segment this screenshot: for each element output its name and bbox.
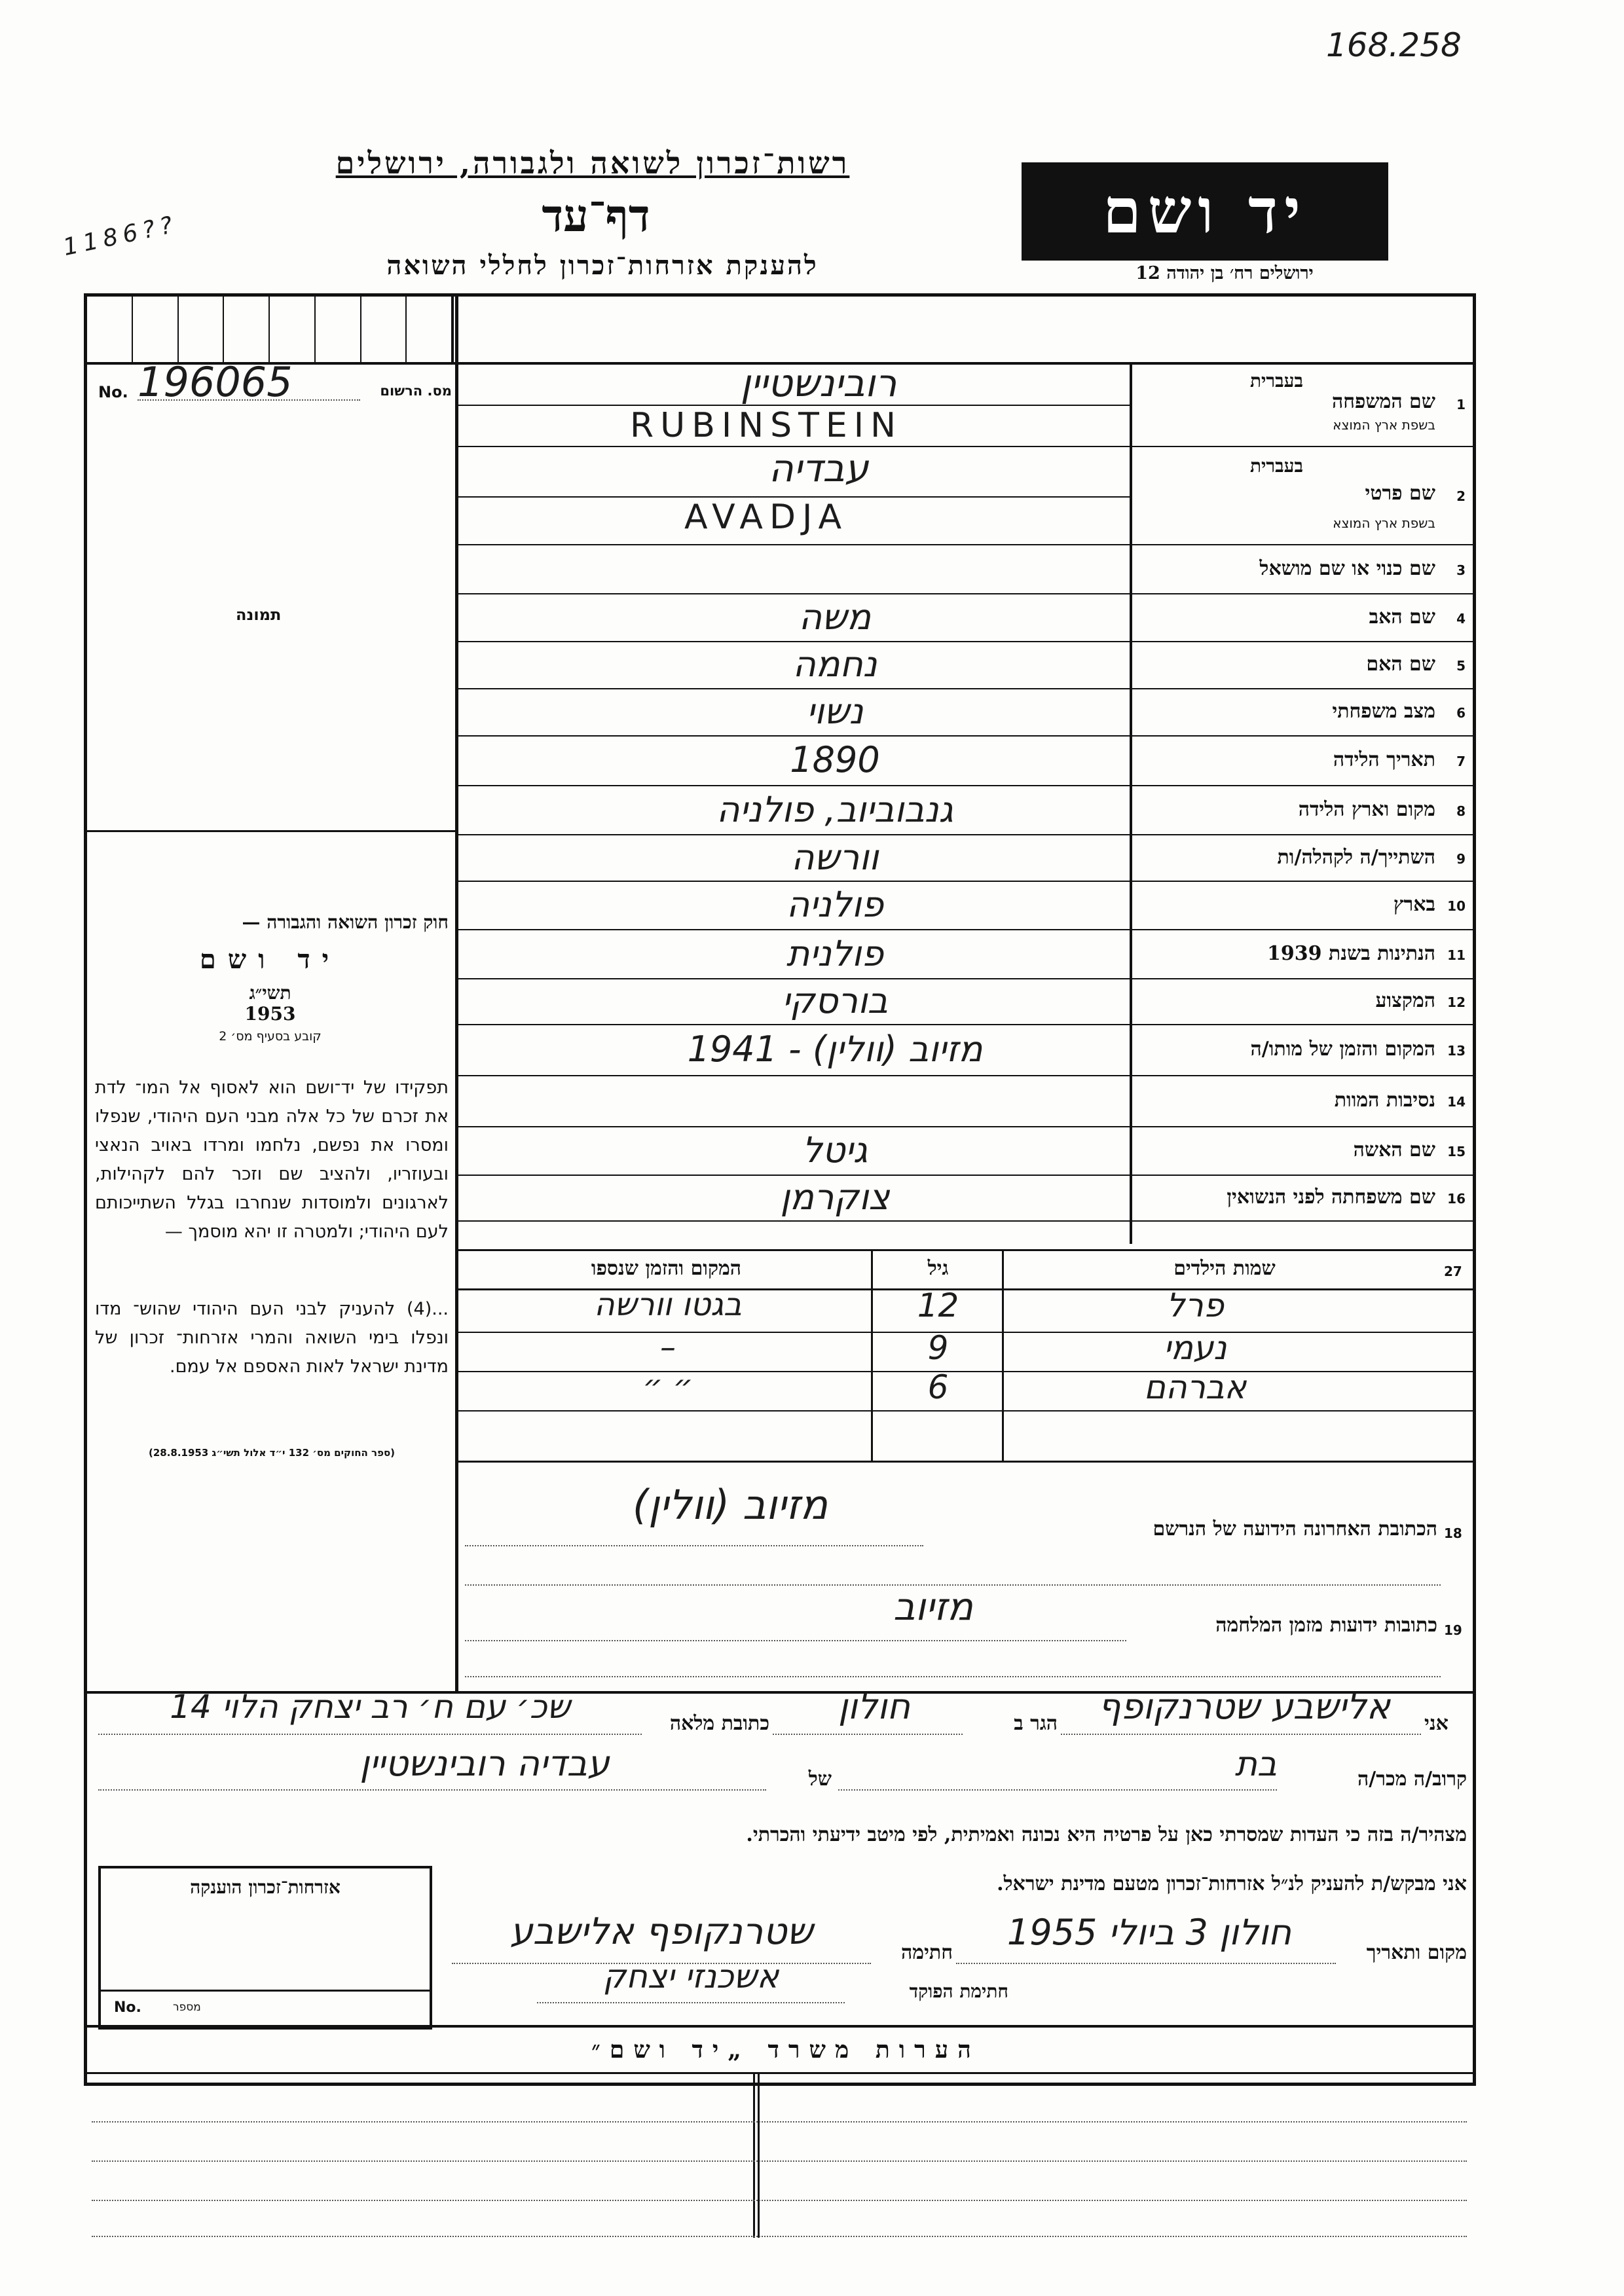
field-row-11 xyxy=(458,930,1473,979)
field-label: השתייך/ה לקהלה/ות xyxy=(1277,845,1435,869)
logo-address: ירושלים רח׳ בן יהודה 12 xyxy=(1135,263,1314,283)
field-label: שם האשה xyxy=(1353,1139,1435,1161)
field-label: שם פרטי xyxy=(1365,482,1435,505)
field-value: גנבוביוב, פולניה xyxy=(716,788,953,830)
field-label: בארץ xyxy=(1393,893,1435,916)
child-name: פרל xyxy=(1166,1286,1224,1324)
field-label: הנתינות בשנת 1939 xyxy=(1266,941,1435,965)
field-number: 12 xyxy=(1447,994,1466,1010)
field-label: שם המשפחה xyxy=(1331,390,1435,413)
field-value: צוקרמן xyxy=(780,1176,890,1218)
child-row xyxy=(458,1286,1473,1333)
children-place-header: המקום והזמן שנספו xyxy=(591,1257,742,1280)
law-year: 1953 xyxy=(244,1003,296,1025)
officer-label: חתימת הפוקד xyxy=(909,1980,1008,2002)
registration-line xyxy=(98,358,452,406)
field-label: שם האב xyxy=(1369,605,1435,629)
address-label: כתובת מלאה xyxy=(669,1712,769,1735)
photo-divider xyxy=(87,830,455,832)
child-age: 9 xyxy=(927,1329,949,1367)
field-value: פולנית xyxy=(786,932,884,974)
field-18-label: הכתובת האחרונה הידועה של הנרשם xyxy=(1153,1518,1437,1540)
field-19-number: 19 xyxy=(1444,1622,1462,1638)
signature-label: חתימה xyxy=(901,1941,953,1964)
field-row-6 xyxy=(458,689,1473,737)
residence-value: חולון xyxy=(838,1686,911,1727)
registration-number: 196065 xyxy=(138,358,293,406)
child-age: 6 xyxy=(927,1368,949,1406)
yad-vashem-logo xyxy=(1022,162,1388,261)
field-value-origin: RUBINSTEIN xyxy=(630,406,902,445)
field-18-value: מזיוב (וולין) xyxy=(632,1481,828,1529)
field-19-label: כתובות ידועות מזמן המלחמה xyxy=(1215,1614,1437,1637)
field-label: שם משפחתה לפני הנשואין xyxy=(1227,1186,1435,1209)
notes-top-rule xyxy=(87,2025,1473,2028)
notes-center-divider xyxy=(753,2074,760,2238)
law-text-2: ...(4) להעניק לבני העם היהודי שהוש־ מדו ונפלו בימי השואה והמרי אזרחות־ זכרון של מדינת ישראל לאות האספם אל עמם. xyxy=(95,1299,449,1377)
law-title: חוק זכרון השואה והגבורה — xyxy=(242,911,449,933)
field-label: מצב משפחתי xyxy=(1332,700,1435,723)
field-value-hebrew: עבדיה xyxy=(768,446,869,490)
authority-title: רשות־זכרון לשואה ולגבורה, ירושלים xyxy=(335,145,850,181)
field-row-9 xyxy=(458,835,1473,882)
field-label: המקצוע xyxy=(1375,989,1435,1012)
child-row xyxy=(458,1368,1473,1412)
field-number: 7 xyxy=(1456,754,1466,769)
hebrew-sublabel: בעברית xyxy=(1249,370,1303,392)
form-subtitle: להענקת אזרחות־זכרון לחללי השואה xyxy=(386,250,819,281)
address-value: שכ׳ עם ח׳ רב יצחק הלוי 14 xyxy=(170,1688,570,1726)
declaration-request: אני מבקש/ת להעניק לנ״ל אזרחות־זכרון מטעם מדינת ישראל. xyxy=(997,1872,1467,1895)
field-label: שם האם xyxy=(1366,653,1435,676)
field-number: 3 xyxy=(1456,562,1466,578)
child-place: בגטו וורשה xyxy=(594,1286,742,1323)
field-number: 16 xyxy=(1447,1191,1466,1207)
officer-signature: אשכנזי יצחק xyxy=(602,1958,779,1995)
field-number: 14 xyxy=(1447,1094,1466,1110)
field-18-number: 18 xyxy=(1444,1525,1462,1541)
children-top-rule xyxy=(458,1249,1473,1251)
citizenship-box xyxy=(98,1866,432,2030)
children-names-header: שמות הילדים xyxy=(1173,1257,1276,1280)
field-number: 4 xyxy=(1456,610,1466,627)
field-label: נסיבות המוות xyxy=(1334,1089,1435,1112)
citizenship-no-label: No. xyxy=(114,1999,141,2016)
field-row-12 xyxy=(458,979,1473,1025)
field-row-14 xyxy=(458,1076,1473,1127)
archive-number: 168.258 xyxy=(1326,26,1462,64)
field-value: נחמה xyxy=(792,644,877,685)
child-place: – xyxy=(660,1329,676,1366)
origin-sublabel: בשפת ארץ המוצא xyxy=(1333,515,1435,531)
field-value: מזיוב (וולין) - 1941 xyxy=(687,1029,983,1070)
signature-value: שטרנקופף אלישבע xyxy=(509,1910,813,1953)
field-value: פולניה xyxy=(786,884,884,925)
law-name: יד ושם xyxy=(199,944,341,975)
field-row-16 xyxy=(458,1176,1473,1222)
children-bottom-rule xyxy=(458,1461,1473,1463)
field-value-hebrew: רובינשטיין xyxy=(740,361,897,405)
field-number: 9 xyxy=(1456,850,1466,867)
place-date-value: חולון 3 ביולי 1955 xyxy=(1006,1912,1292,1953)
law-year-heb: תשי״ג xyxy=(249,982,291,1004)
field-number: 11 xyxy=(1447,947,1466,963)
field-value: גיטל xyxy=(802,1129,868,1171)
child-row xyxy=(458,1329,1473,1372)
field-row-1 xyxy=(458,362,1473,447)
field-row-3 xyxy=(458,545,1473,594)
photo-label: תמונה xyxy=(236,606,282,624)
field-value: בורסקי xyxy=(782,980,888,1021)
field-row-8 xyxy=(458,786,1473,835)
field-number: 10 xyxy=(1447,898,1466,914)
logo-text: יד ושם xyxy=(1103,175,1307,247)
hebrew-sublabel: בעברית xyxy=(1249,455,1303,477)
reg-no-label: No. xyxy=(98,383,128,401)
child-name: נעמי xyxy=(1163,1329,1227,1367)
field-row-10 xyxy=(458,882,1473,930)
code-boxes xyxy=(87,297,454,362)
field-row-5 xyxy=(458,642,1473,689)
field-label: תאריך הלידה xyxy=(1333,748,1435,771)
field-value: 1890 xyxy=(790,739,880,780)
field-row-7 xyxy=(458,737,1473,786)
place-date-label: מקום ותאריך xyxy=(1366,1941,1467,1964)
field-number: 13 xyxy=(1447,1043,1466,1059)
declaration-statement: מצהיר/ה בזה כי העדות שמסרתי כאן על פרטיה היא נכונה ואמיתית, לפי מיטב ידיעתי והכרתי. xyxy=(746,1823,1467,1846)
field-row-4 xyxy=(458,594,1473,642)
field-number: 1 xyxy=(1456,397,1466,412)
notes-header-rule xyxy=(87,2072,1473,2074)
field-number: 8 xyxy=(1456,803,1466,819)
stamp-number: 1186?? xyxy=(60,210,181,262)
children-field-number: 27 xyxy=(1444,1264,1462,1279)
relation-label: קרוב/ה מכר/ה xyxy=(1357,1768,1467,1791)
field-number: 5 xyxy=(1456,658,1466,674)
declaration-ani: אני xyxy=(1424,1712,1449,1735)
citizenship-box-title: אזרחות־זכרון הוענקה xyxy=(190,1876,341,1898)
citizenship-number-label: מספר xyxy=(173,2001,201,2014)
relation-value: בת xyxy=(1234,1745,1277,1784)
field-row-15 xyxy=(458,1127,1473,1176)
field-number: 2 xyxy=(1456,488,1466,504)
law-text: תפקידו של יד־ושם הוא לאסוף אל המו־ לדת את זכרם של כל אלה מבני העם היהודי, שנפלו ומסרו את נפשם, נלחמו ומרדו באויב הנאצי ובעוזריו, ולהציב שם וזכר להם לקהילות, לארגונים ולמוסדות שנחרבו בגלל השתייכותם לעם היהודי; ולמטרה זו יהא מוסמך — xyxy=(95,1078,449,1242)
field-19-value: מזיוב xyxy=(893,1584,973,1629)
of-label: של xyxy=(808,1768,832,1791)
field-value: וורשה xyxy=(791,836,879,878)
of-value: עבדיה רובינשטיין xyxy=(360,1743,610,1784)
resident-label: הגר ב xyxy=(1014,1712,1058,1735)
field-number: 6 xyxy=(1456,705,1466,721)
law-clause: קובע בסעיף מס׳ 2 xyxy=(219,1029,322,1044)
children-age-header: גיל xyxy=(927,1257,949,1280)
field-number: 15 xyxy=(1447,1144,1466,1159)
field-label: שם כנוי או שם מושאל xyxy=(1259,556,1435,580)
law-source: (ספר החוקים מס׳ 132 י״ד אלול תשי״ג 28.8.1953) xyxy=(148,1447,396,1459)
field-label: מקום וארץ הלידה xyxy=(1298,797,1435,821)
field-label: המקום והזמן של מותו/ה xyxy=(1250,1038,1435,1061)
field-value: משה xyxy=(798,596,872,638)
field-row-13 xyxy=(458,1025,1473,1076)
reg-label: מס. הרשום xyxy=(380,383,452,399)
origin-sublabel: בשפת ארץ המוצא xyxy=(1333,417,1435,433)
form-title: דף־עד xyxy=(542,190,650,242)
child-age: 12 xyxy=(917,1286,959,1324)
field-value: נשוי xyxy=(806,691,864,732)
field-row-2 xyxy=(458,447,1473,545)
child-name: אברהם xyxy=(1143,1368,1247,1406)
field-value-origin: AVADJA xyxy=(684,498,849,537)
office-notes-title: הערות משרד „יד ושם״ xyxy=(591,2036,980,2064)
child-place: ״ ״ xyxy=(642,1368,693,1405)
declarant-name: אלישבע שטרנקופף xyxy=(1098,1686,1390,1727)
